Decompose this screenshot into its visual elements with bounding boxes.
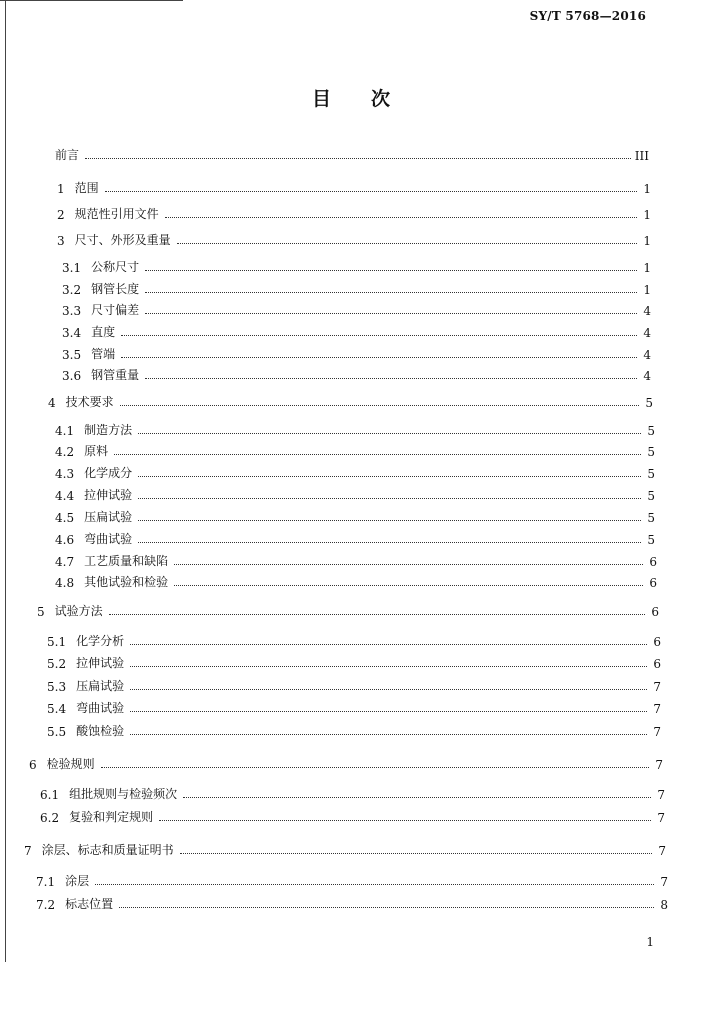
toc-entry-label: 前言	[55, 148, 80, 162]
toc-entry[interactable]	[40, 784, 665, 802]
toc-entry-number: 4.5	[55, 511, 75, 525]
toc-entry-page: 5	[647, 489, 655, 503]
toc-leader-dots	[130, 644, 647, 645]
toc-leader-dots	[138, 433, 641, 434]
toc-entry-page: 5	[647, 467, 655, 481]
toc-entry[interactable]	[29, 754, 663, 772]
toc-entry-number: 7.2	[36, 898, 56, 912]
toc-entry-page: 4	[643, 326, 651, 340]
toc-leader-dots	[174, 564, 643, 565]
toc-leader-dots	[159, 820, 651, 821]
toc-entry[interactable]	[55, 551, 657, 569]
toc-entry-page: 7	[657, 788, 665, 802]
toc-leader-dots	[114, 454, 641, 455]
toc-entry-page: 6	[649, 555, 657, 569]
toc-entry-page: 5	[647, 533, 655, 547]
toc-entry-label: 标志位置	[65, 897, 114, 911]
toc-entry-page: 6	[649, 576, 657, 590]
toc-entry-number: 4.3	[55, 467, 75, 481]
toc-entry-number: 5.4	[47, 702, 67, 716]
toc-entry-page: 6	[651, 605, 659, 619]
toc-entry-label: 涂层	[65, 874, 90, 888]
toc-entry[interactable]	[62, 344, 651, 362]
toc-entry-page: 7	[658, 844, 666, 858]
toc-entry[interactable]	[47, 676, 661, 694]
toc-entry[interactable]	[47, 721, 661, 739]
toc-leader-dots	[180, 853, 652, 854]
toc-leader-dots	[130, 734, 647, 735]
toc-entry[interactable]	[55, 507, 655, 525]
toc-entry-page: 4	[643, 348, 651, 362]
toc-entry[interactable]	[62, 365, 651, 383]
toc-entry[interactable]	[55, 420, 655, 438]
toc-leader-dots	[120, 405, 639, 406]
toc-entry-label: 公称尺寸	[91, 260, 140, 274]
toc-entry-page: 1	[643, 283, 651, 297]
toc-entry-label: 压扁试验	[76, 679, 125, 693]
toc-entry[interactable]	[24, 840, 666, 858]
toc-entry-label: 化学成分	[84, 466, 133, 480]
toc-entry-number: 5.1	[47, 635, 67, 649]
toc-entry-number: 1	[57, 182, 65, 196]
toc-entry-label: 规范性引用文件	[74, 207, 159, 221]
toc-entry[interactable]	[55, 572, 657, 590]
toc-leader-dots	[165, 217, 637, 218]
toc-entry-number: 5.3	[47, 680, 67, 694]
toc-entry[interactable]	[55, 463, 655, 481]
toc-entry-page: 8	[660, 898, 668, 912]
toc-entry-number: 6	[29, 758, 37, 772]
toc-entry-number: 3.4	[62, 326, 82, 340]
toc-entry[interactable]	[40, 807, 665, 825]
toc-entry-label: 检验规则	[46, 757, 95, 771]
toc-entry-page: 1	[643, 208, 651, 222]
toc-entry-number: 6.1	[40, 788, 60, 802]
toc-entry-number: 4.8	[55, 576, 75, 590]
toc-entry[interactable]	[47, 698, 661, 716]
toc-entry-page: 6	[653, 635, 661, 649]
toc-entry-page: 7	[653, 702, 661, 716]
toc-entry-page: 7	[660, 875, 668, 889]
toc-entry-page: 7	[655, 758, 663, 772]
toc-leader-dots	[174, 585, 643, 586]
toc-entry[interactable]	[55, 145, 649, 163]
toc-leader-dots	[145, 270, 637, 271]
scan-edge-left	[5, 0, 6, 962]
toc-entry-page: 1	[643, 234, 651, 248]
toc-entry-number: 3.6	[62, 369, 82, 383]
toc-entry-number: 5	[37, 605, 45, 619]
toc-entry-number: 4.4	[55, 489, 75, 503]
standard-code: SY/T 5768—2016	[529, 9, 646, 23]
toc-entry-label: 尺寸偏差	[91, 303, 140, 317]
toc-entry-label: 工艺质量和缺陷	[84, 554, 169, 568]
toc-entry-label: 技术要求	[65, 395, 114, 409]
toc-entry-page: 7	[653, 725, 661, 739]
toc-entry-number: 3.2	[62, 283, 82, 297]
toc-entry-number: 3	[57, 234, 65, 248]
toc-entry-label: 压扁试验	[84, 510, 133, 524]
toc-leader-dots	[119, 907, 654, 908]
toc-entry-number: 4.2	[55, 445, 75, 459]
title-char-2: 次	[371, 88, 391, 110]
toc-entry-number: 5.5	[47, 725, 67, 739]
toc-entry[interactable]	[57, 178, 651, 196]
toc-entry-label: 原料	[84, 444, 109, 458]
toc-entry-number: 5.2	[47, 657, 67, 671]
toc-entry-page: 5	[647, 445, 655, 459]
toc-entry-label: 管端	[91, 347, 116, 361]
toc-entry-number: 7.1	[36, 875, 56, 889]
toc-entry-number: 2	[57, 208, 65, 222]
toc-entry-label: 范围	[74, 181, 99, 195]
toc-entry-number: 4.1	[55, 424, 75, 438]
toc-entry[interactable]	[55, 529, 655, 547]
toc-entry-page: 5	[645, 396, 653, 410]
toc-entry-number: 4.7	[55, 555, 75, 569]
toc-entry-page: 7	[653, 680, 661, 694]
toc-leader-dots	[145, 292, 637, 293]
title-char-1: 目	[312, 88, 332, 110]
toc-entry-label: 涂层、标志和质量证明书	[41, 843, 174, 857]
toc-leader-dots	[138, 542, 641, 543]
toc-leader-dots	[138, 498, 641, 499]
page-title	[312, 84, 390, 111]
toc-entry-page: 7	[657, 811, 665, 825]
toc-entry-label: 直度	[91, 325, 116, 339]
toc-entry[interactable]	[62, 300, 651, 318]
toc-entry[interactable]	[57, 204, 651, 222]
toc-entry[interactable]	[62, 322, 651, 340]
toc-entry-label: 组批规则与检验频次	[69, 787, 178, 801]
toc-entry-number: 4.6	[55, 533, 75, 547]
toc-leader-dots	[109, 614, 645, 615]
toc-entry-number: 4	[48, 396, 56, 410]
toc-entry[interactable]	[57, 230, 651, 248]
toc-entry-page: 1	[643, 261, 651, 275]
toc-entry-label: 弯曲试验	[84, 532, 133, 546]
toc-leader-dots	[121, 357, 637, 358]
toc-entry[interactable]	[55, 485, 655, 503]
toc-entry-label: 弯曲试验	[76, 701, 125, 715]
toc-leader-dots	[101, 767, 649, 768]
toc-leader-dots	[138, 476, 641, 477]
toc-leader-dots	[177, 243, 637, 244]
toc-leader-dots	[95, 884, 654, 885]
toc-entry-label: 试验方法	[54, 604, 103, 618]
toc-entry[interactable]	[36, 871, 668, 889]
toc-entry[interactable]	[48, 392, 653, 410]
toc-entry-label: 尺寸、外形及重量	[74, 233, 171, 247]
toc-entry-label: 其他试验和检验	[84, 575, 169, 589]
toc-entry[interactable]	[37, 601, 659, 619]
toc-entry-label: 复验和判定规则	[69, 810, 154, 824]
toc-entry-number: 3.5	[62, 348, 82, 362]
toc-entry-number: 3.3	[62, 304, 82, 318]
toc-entry[interactable]	[55, 441, 655, 459]
toc-entry[interactable]	[47, 653, 661, 671]
scan-edge-top	[0, 0, 183, 1]
toc-entry-page: 5	[647, 424, 655, 438]
toc-entry-label: 制造方法	[84, 423, 133, 437]
page-number: 1	[646, 935, 654, 949]
toc-entry-page: 6	[653, 657, 661, 671]
toc-entry-number: 3.1	[62, 261, 82, 275]
toc-entry-page: 4	[643, 369, 651, 383]
toc-entry-label: 化学分析	[76, 634, 125, 648]
toc-entry-label: 钢管长度	[91, 282, 140, 296]
toc-entry[interactable]	[62, 279, 651, 297]
toc-leader-dots	[105, 191, 637, 192]
toc-entry-page: 5	[647, 511, 655, 525]
toc-leader-dots	[130, 666, 647, 667]
toc-entry-page: 4	[643, 304, 651, 318]
toc-leader-dots	[145, 313, 637, 314]
toc-entry-label: 酸蚀检验	[76, 724, 125, 738]
toc-entry-page: III	[634, 149, 649, 163]
toc-leader-dots	[85, 158, 631, 159]
toc-leader-dots	[138, 520, 641, 521]
toc-entry-number: 7	[24, 844, 32, 858]
toc-leader-dots	[130, 711, 647, 712]
toc-entry-label: 拉伸试验	[76, 656, 125, 670]
toc-entry[interactable]	[36, 894, 668, 912]
toc-entry-label: 拉伸试验	[84, 488, 133, 502]
toc-leader-dots	[130, 689, 647, 690]
toc-leader-dots	[183, 797, 651, 798]
toc-leader-dots	[145, 378, 637, 379]
toc-entry-page: 1	[643, 182, 651, 196]
toc-entry[interactable]	[62, 257, 651, 275]
toc-entry-label: 钢管重量	[91, 368, 140, 382]
toc-entry[interactable]	[47, 631, 661, 649]
toc-leader-dots	[121, 335, 637, 336]
toc-entry-number: 6.2	[40, 811, 60, 825]
